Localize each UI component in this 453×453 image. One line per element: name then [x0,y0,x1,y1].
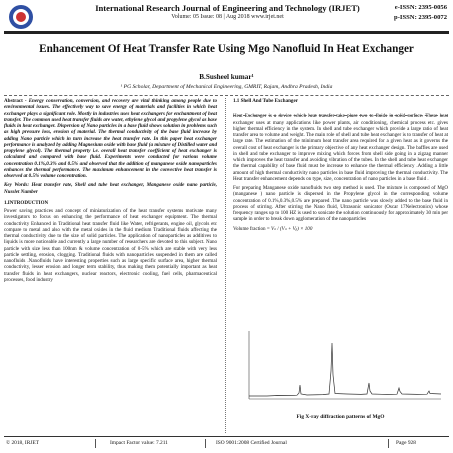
title-separator [4,95,449,96]
intro-text: Power saving practices and concept of miniaturization of the heat transfer systems motivate many investigators to focus on enhancing the performance of heat exchanger equipment. The thermal conductivity Enhanced in Traditional heat transfer fluid like Water, refrigerants, engine oil, glycols etc compare to metal and also with the metal oxides in the fluid medium Traditional fluids affecting the thermal conductivity due to the size of solid particles. The application of nanoparticles as additives to liquids is more noticeable and currently a large number of researchers are devoted to this subject. Nano particle with size less than 100nm & volume concentration of 0-5% which are stable with very less particle settling, erosion, clogging. Traditional fluids with nanoparticles suspended in them are called nanofluids .Nanofluids have interesting properties such as large specific surface area, higher thermal conductivity, lesser erosion and longer term stability, thus making them potentially important as heat transfer fluids in heat exchangers, nuclear reactors, electronic cooling, fuel cells, pharmaceutical processes, food industry [4,208,217,283]
abstract-text: Energy conservation, conversion, and recovery are vital thinking among people due to environmental issues. The effectively way to save energy of materials and facilities in which heat exchanger plays a significant role. Mostly in industries uses heat exchangers for enchantment of heat transfer. The common used heat transfer fluids are water, ethylene glycol and propylene glycol as base fluids in heat exchanger. Dispersion of Nano particles in a base fluid shows solution in problems such as high pressure loss, erosion of material. The thermal conductivity of the base fluid increase by adding Nano particle which in turn increase the heat transfer rate. In this paper heat exchanger performance is analyzed by adding Magnesium oxide with base fluid (a mixture of Distilled water and propylene glycol). The thermal property i.e. overall heat transfer coefficient of heat exchanger is calculated and compared with base fluid. Experiments were conducted for various volume concentration 0.1%,0.3% and 0.5% and observed that the addition of manganese oxide nanoparticles enhances the thermal performance. The maximum enhancement in the convective heat transfer is observed at 0.5% volume concentration. [4,98,217,179]
footer-iso: ISO 9001:2008 Certified Journal [216,440,287,446]
formula-label: Volume fraction = [233,225,270,232]
journal-header [0,0,453,36]
footer-copyright: © 2018, IRJET [6,440,39,446]
footer-divider [205,439,206,448]
eissn: e-ISSN: 2395-0056 [394,4,447,11]
formula-equation: Vₙ / (Vₙ + Vᵦ) × 100 [270,225,313,232]
abstract [4,98,217,179]
right-column [233,98,448,235]
shell-tube-paragraph: Heat Exchanger is a device which heat transfer take place two to fluids in solid surface. These heat exchanger uses at many applications like power plants, air conditioning, chemical process etc. gives higher thermal efficiency in the system. In shell and tube exchanger which provide a large ratio of heat transfer area to volume and weight. The main role of shell and tube heat exchanger is to transfer of heat at large rate. The estimation of the minimum heat transfer area required for a given heat as it governs the overall cost of heat exchanger is the primary objective of any heat exchanger design. The baffles are used in shell and tube exchanger to improve mixing which forces from shell side going in a zigzag manner which improves the heat transfer and avoiding vibration of the tubes. In the shell and tube heat exchanger the thermal capability of base fluid must be increase to enhance the thermal efficiency .Adding a little amount of high thermal conductivity nano particles in base fluid improving the thermal conductivity. The Heat transfer enhancement depends on type, size, concentration of nano particles in a base fluid . [233,113,448,182]
volume-line: Volume: 05 Issue: 08 | Aug 2018 www.irjet.net [171,14,284,20]
journal-name: International Research Journal of Engineering and Technology (IRJET) [95,3,360,13]
footer-impact: Impact Factor value: 7.211 [110,440,168,446]
paper-title: Enhancement Of Heat Transfer Rate Using Mgo Nanofluid In Heat Exchanger [39,43,414,55]
figure-caption: Fig X-ray diffraction patterns of MgO [296,414,385,420]
footer-rule [4,436,449,437]
left-column [4,98,217,286]
abstract-label: Abstract - [4,98,27,104]
irjet-logo [6,3,36,31]
footer-divider [388,439,389,448]
nanofluid-paragraph: For preparing Manganese oxide nanofluids two step method is used. The mixture is composed of MgO (manganese ) nano particle is dispersed in the Propylene glycol in the corresponding volume concentration of 0.1%,0.3%,0.5% are prepared .The nano particle was slowly added to the base fluid in process of stirring. After stirring the Nano fluid, Ultrasonic sonicator (Oscar 17Nelectronics) whose frequency ranges up to 100 HZ is used to sonicate the solution continuously for approximately 30 min per sample in order to break down agglomeration of the nanoparticles [233,185,448,223]
right-column-rule [233,115,448,116]
pissn: p-ISSN: 2395-0072 [394,14,447,21]
footer-page: Page 928 [396,440,416,446]
keywords-label: Key Words: [4,182,29,189]
intro-heading: 1.INTRODUCTION [4,199,49,206]
footer-divider [95,439,96,448]
affiliation: ¹ PG Scholar, Department of Mechanical Engineering, GMRIT, Rajam, Andhra Pradesh, India [120,84,333,90]
section-heading: 1.1 Shell And Tube Exchanger [233,98,298,104]
keywords-text: Heat transfer rate, Shell and tube heat exchanger, Manganese oxide nano particle, Nusslet Number [4,182,217,195]
xrd-figure [237,325,447,407]
volume-fraction-formula [233,226,448,232]
keywords [4,182,217,195]
column-divider [225,98,226,433]
author: B.Susheel kumar¹ [199,73,254,81]
header-rule [4,31,449,34]
